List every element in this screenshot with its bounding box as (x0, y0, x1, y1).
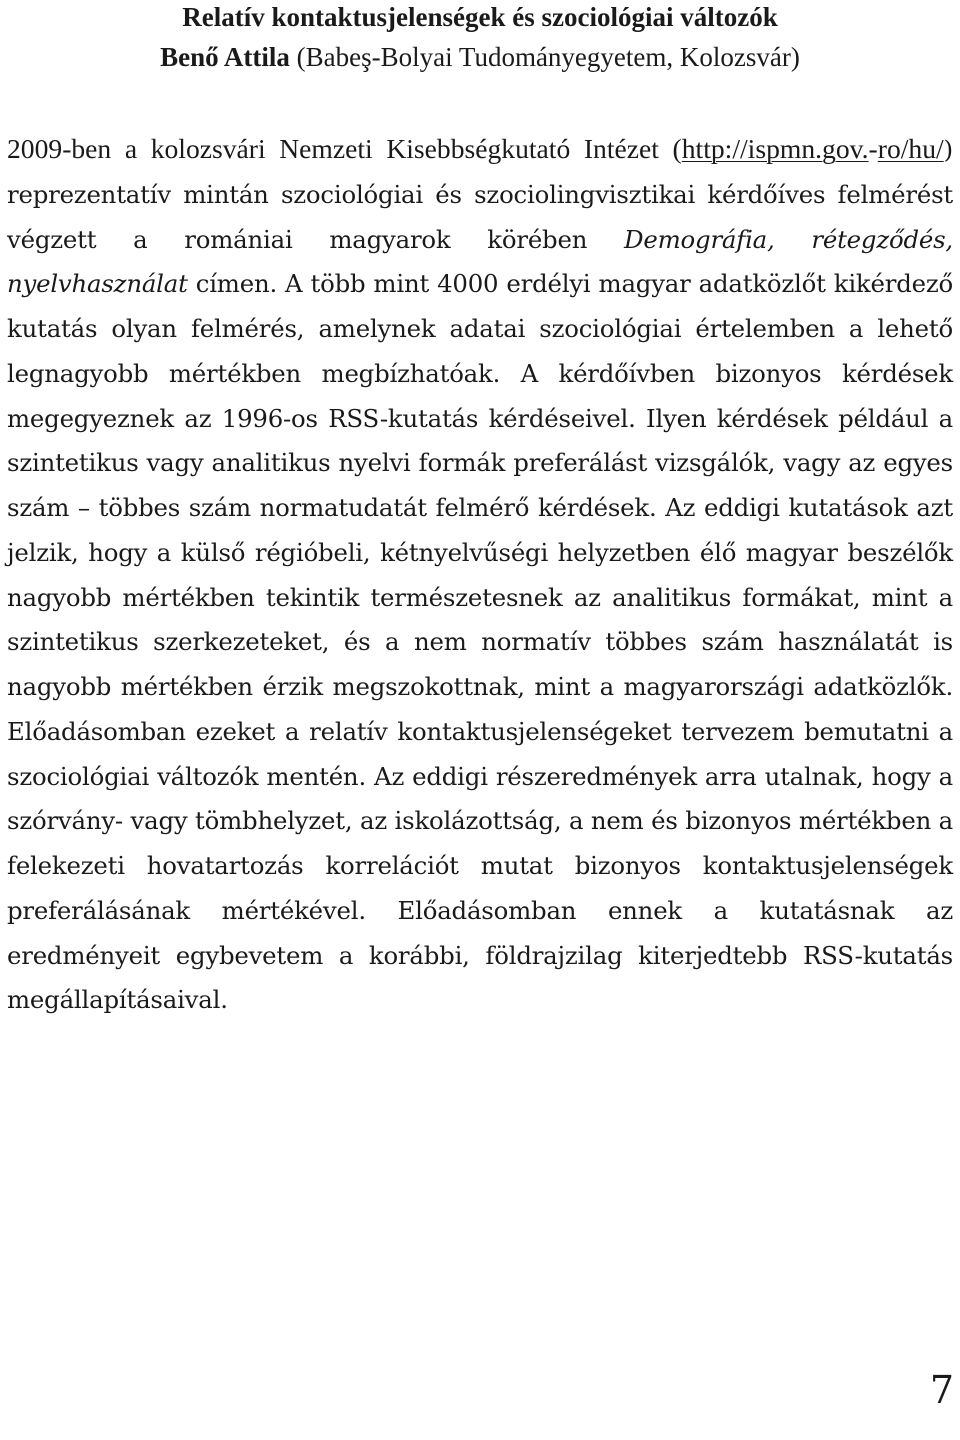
abstract-body: címen. A több mint 4000 erdélyi magyar adatközlőt kikérdező kutatás olyan felmérés, amelynek adatai szociológiai értelemben a lehető legnagyobb mértékben megbízhatóak. A kérdőívben bizonyos kérdések megegyeznek az 1996-os RSS-kutatás kérdéseivel. Ilyen kérdések például a szintetikus vagy analitikus nyelvi formák preferálást vizsgálók, vagy az egyes szám – többes szám normatudatát felmérő kérdések. Az eddigi kutatások azt jelzik, hogy a külső régióbeli, kétnyelvűségi helyzetben élő magyar beszélők nagyobb mértékben tekintik természetesnek az analitikus formákat, mint a szintetikus szerkezeteket, és a nem normatív többes szám használatát is nagyobb mértékben érzik megszokottnak, mint a magyarországi adatközlők. Előadásomban ezeket a relatív kontaktusjelenségeket tervezem bemutatni a szociológiai változók mentén. Az eddigi részeredmények arra utalnak, hogy a szórvány- vagy tömbhelyzet, az iskolázottság, a nem és bizonyos mértékben a felekezeti hovatartozás korrelációt mutat bizonyos kontaktusjelenségek preferálásának mértékével. Előadásomban ennek a kutatásnak az eredményeit egybevetem a korábbi, földrajzilag kiterjedtebb RSS-kutatás megállapításaival. (7, 269, 953, 1015)
abstract-after-link: ) reprezentatív mintán szociológiai és szociolingvisztikai kérdőíves felmérést végzett a romániai magyarok körében (7, 135, 953, 254)
institute-link[interactable]: http://ispmn.gov. (681, 133, 869, 164)
study-title: Demográfia, rétegződés, nyelvhasználat (7, 224, 953, 299)
author-line (0, 41, 960, 73)
author-affiliation: (Babeş-Bolyai Tudományegyetem, Kolozsvár) (296, 42, 800, 72)
author-name: Benő Attila (160, 42, 290, 72)
institute-link-continuation[interactable]: ro/hu/ (877, 133, 944, 164)
page-number: 7 (929, 1368, 954, 1412)
abstract-intro: 2009-ben a kolozsvári Nemzeti Kisebbségkutató Intézet ( (7, 133, 682, 164)
abstract-paragraph: 2009-ben a kolozsvári Nemzeti Kisebbségkutató Intézet (http://ispmn.gov.‑ro/hu/) reprezentatív mintán szociológiai és szociolingvisztikai kérdőíves felmérést végzett a romániai magyarok körében Demográfia, rétegződés, nyelvhasználat címen. A több mint 4000 erdélyi magyar adatközlőt kikérdező kutatás olyan felmérés, amelynek adatai szociológiai értelemben a lehető legnagyobb mértékben megbízhatóak. A kérdőívben bizonyos kérdések megegyeznek az 1996-os RSS-kutatás kérdéseivel. Ilyen kérdések például a szintetikus vagy analitikus nyelvi formák preferálást vizsgálók, vagy az egyes szám – többes szám normatudatát felmérő kérdések. Az eddigi kutatások azt jelzik, hogy a külső régióbeli, kétnyelvűségi helyzetben élő magyar beszélők nagyobb mértékben tekintik természetesnek az analitikus formákat, mint a szintetikus szerkezeteket, és a nem normatív többes szám használatát is nagyobb mértékben érzik megszokottnak, mint a magyarországi adatközlők. Előadásomban ezeket a relatív kontaktusjelenségeket tervezem bemutatni a szociológiai változók mentén. Az eddigi részeredmények arra utalnak, hogy a szórvány- vagy tömbhelyzet, az iskolázottság, a nem és bizonyos mértékben a felekezeti hovatartozás korrelációt mutat bizonyos kontaktusjelenségek preferálásának mértékével. Előadásomban ennek a kutatásnak az eredményeit egybevetem a korábbi, földrajzilag kiterjedtebb RSS-kutatás megállapításaival. (7, 133, 953, 1015)
page-title: Relatív kontaktusjelenségek és szociológiai változók (182, 2, 778, 32)
